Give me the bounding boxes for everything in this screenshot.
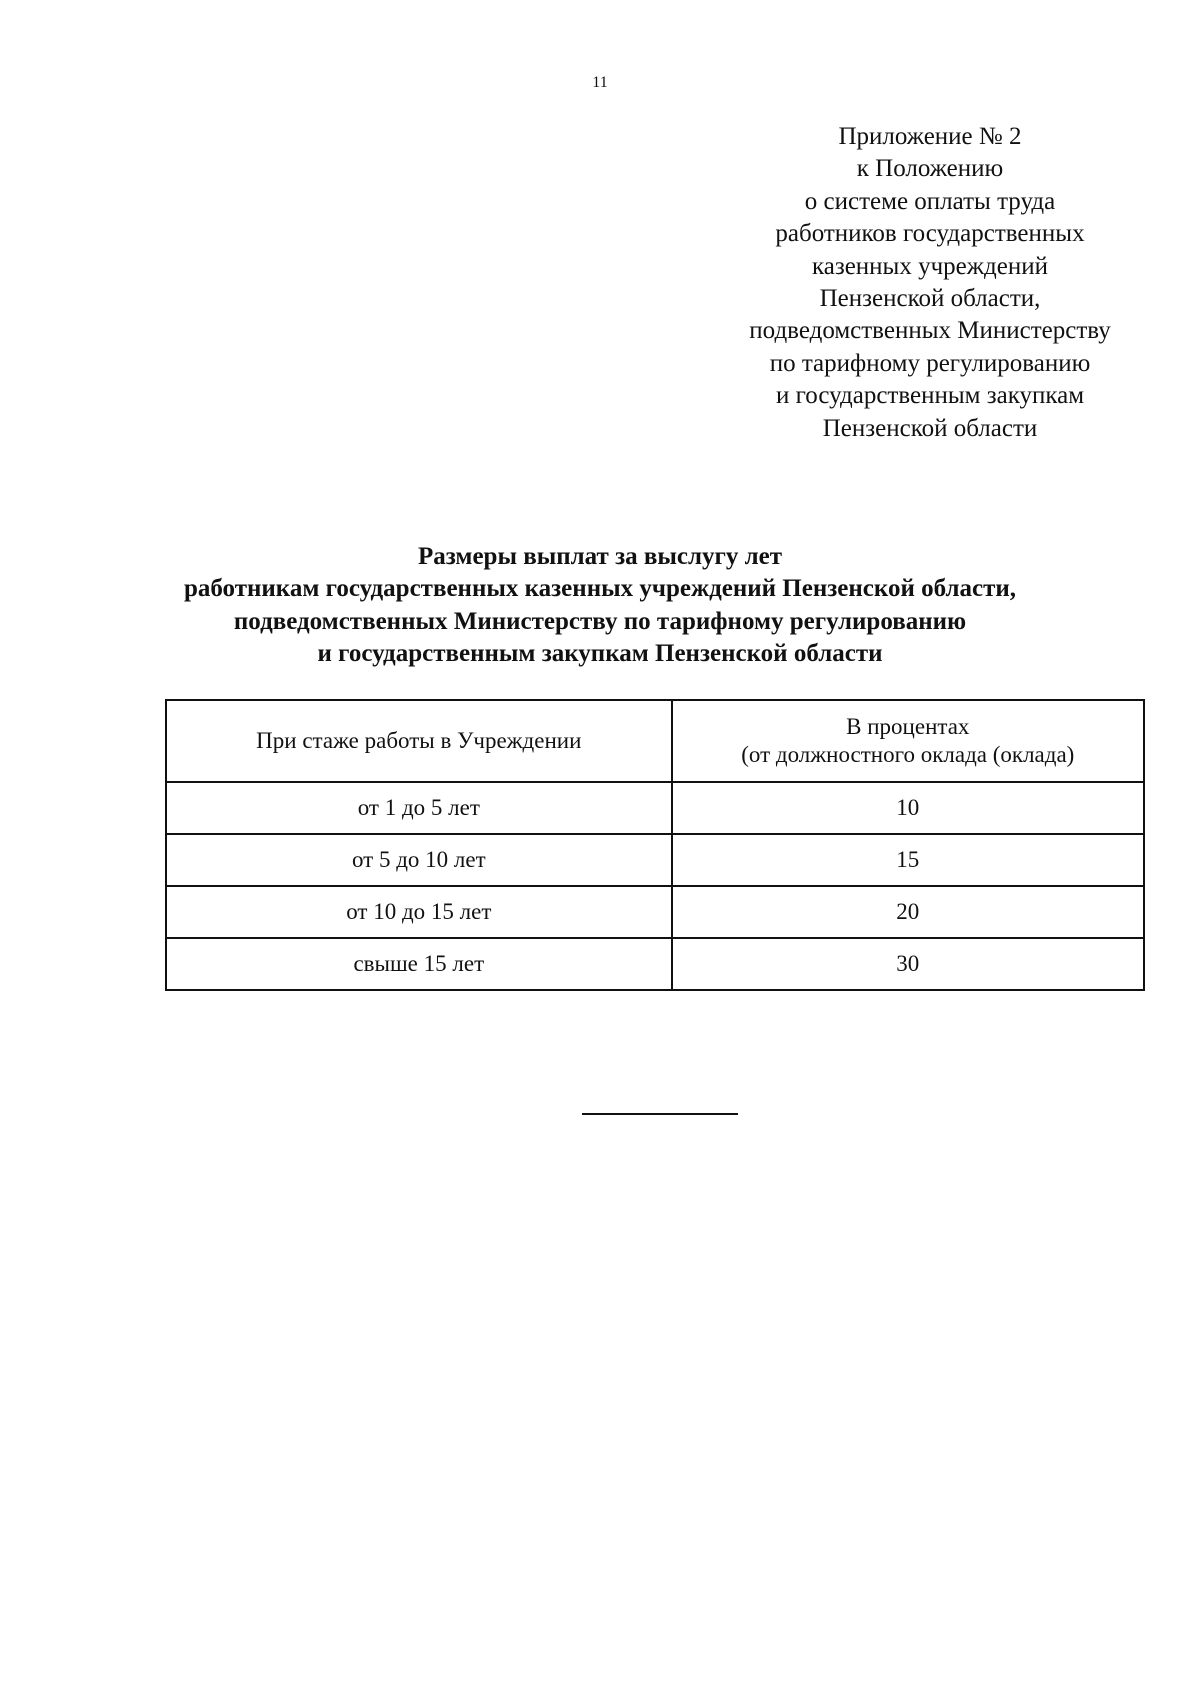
appendix-line: Пензенской области, <box>819 285 1041 313</box>
appendix-line: и государственным закупкам <box>775 382 1085 410</box>
end-separator-line <box>582 1113 738 1115</box>
appendix-line: казенных учреждений <box>811 252 1049 280</box>
percent-cell: 10 <box>672 782 1144 834</box>
title-line: и государственным закупкам Пензенской области <box>317 640 883 668</box>
percent-cell: 20 <box>672 886 1144 938</box>
header-experience: При стаже работы в Учреждении <box>166 700 672 782</box>
header-percent-line1: В процентах <box>846 714 970 739</box>
rates-table <box>165 699 1145 991</box>
appendix-line: по тарифному регулированию <box>769 349 1091 377</box>
table-row <box>166 782 1144 834</box>
experience-cell: от 10 до 15 лет <box>166 886 672 938</box>
table-row <box>166 886 1144 938</box>
experience-cell: от 1 до 5 лет <box>166 782 672 834</box>
experience-cell: от 5 до 10 лет <box>166 834 672 886</box>
appendix-heading <box>720 121 1140 445</box>
appendix-line: работников государственных <box>775 220 1085 248</box>
table-header-row <box>166 700 1144 782</box>
page-number: 11 <box>592 74 608 91</box>
header-percent <box>672 700 1144 782</box>
appendix-line: Приложение № 2 <box>838 123 1022 150</box>
percent-cell: 15 <box>672 834 1144 886</box>
table-row <box>166 938 1144 990</box>
title-line: работникам государственных казенных учреждений Пензенской области, <box>183 575 1017 603</box>
appendix-line: Пензенской области <box>822 414 1038 442</box>
experience-cell: свыше 15 лет <box>166 938 672 990</box>
appendix-line: о системе оплаты труда <box>804 187 1056 215</box>
title-line: Размеры выплат за выслугу лет <box>417 543 783 570</box>
table-row <box>166 834 1144 886</box>
header-percent-line2: (от должностного оклада (оклада) <box>741 742 1075 767</box>
appendix-line: к Положению <box>856 155 1004 183</box>
document-title <box>0 541 1200 671</box>
appendix-line: подведомственных Министерству <box>749 317 1111 345</box>
percent-cell: 30 <box>672 938 1144 990</box>
title-line: подведомственных Министерству по тарифному регулированию <box>233 607 967 635</box>
